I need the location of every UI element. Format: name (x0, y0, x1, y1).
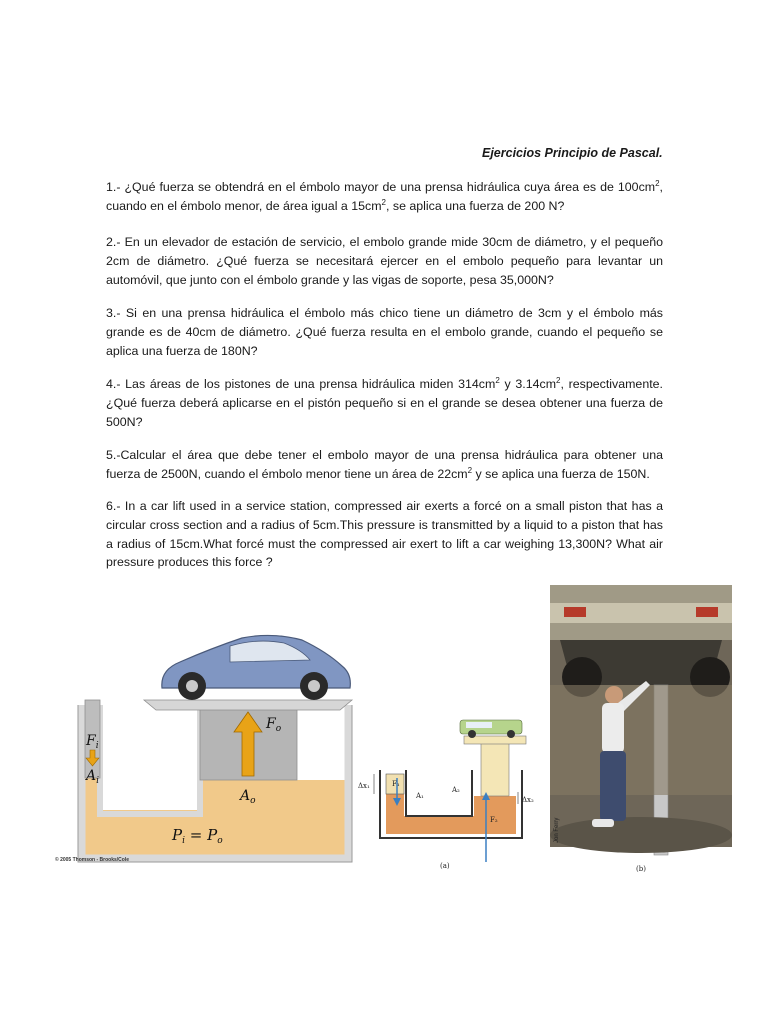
lift-a2-label: A₂ (452, 786, 460, 794)
exercise-5 (106, 446, 663, 484)
lift-car-window (466, 722, 492, 728)
small-area-symbol: A (86, 768, 97, 784)
photo-credit: Jon Ferry (554, 817, 560, 843)
exercise-4 (106, 375, 663, 431)
exercise-4-text-a: 4.- Las áreas de los pistones de una prensa hidráulica miden 314cm (106, 377, 496, 391)
exercise-2: 2.- En un elevador de estación de servicio, el embolo grande mide 30cm de diámetro, y el pequeño 2cm de diámetro. ¿Qué fuerza se necesitará ejercer en el embolo pequeño para levantar un automóvil, que junto con el émbolo grande y las vigas de soporte, pesa 35,000N? (106, 235, 663, 287)
exercise-5-text-a: 5.-Calcular el área que debe tener el embolo mayor de una prensa hidráulica para obtener una fuerza de 2500N, cuando el émbolo menor tiene un área de 22cm (106, 448, 663, 481)
exercise-4-superscript-b: 2 (556, 375, 561, 385)
exercise-4-superscript-a: 2 (495, 375, 500, 385)
pressure-subscript-out: o (217, 836, 223, 846)
lift-car-wheel-rear (507, 730, 515, 738)
exercise-4-text-c: , respectivamente. ¿Qué fuerza deberá aplicarse en el pistón pequeño si en el grande se desea obtener una fuerza de 500N? (106, 377, 663, 429)
lift-f2-label: F₂ (490, 816, 498, 824)
mechanic-shoe (592, 819, 614, 827)
exercise-1-text-b: , cuando en el émbolo menor, de área igual a 15cm (106, 180, 663, 213)
press-container-inner-wall (100, 705, 200, 814)
mechanic-shirt (602, 703, 624, 753)
photo-floor (550, 817, 732, 853)
lift-large-piston (481, 742, 509, 796)
pressure-equation (171, 826, 223, 846)
lift-car-wheel-front (468, 730, 476, 738)
large-force-symbol: F (266, 716, 276, 732)
press-copyright: © 2005 Thomson - Brooks/Cole (55, 857, 129, 863)
exercise-4-text-b: y 3.14cm (499, 377, 557, 391)
pressure-subscript-in: i (182, 836, 185, 846)
lift-dx2-label: Δx₂ (522, 796, 534, 804)
large-force-subscript: o (275, 724, 282, 734)
pressure-symbol-in: P (172, 826, 183, 844)
lift-caption: (a) (440, 862, 450, 870)
photo-rear-light-right (696, 607, 718, 617)
lift-f1-label: F₁ (392, 780, 400, 788)
lift-a1-label: A₁ (416, 792, 424, 800)
car-illustration (162, 635, 351, 700)
press-platform (144, 700, 352, 710)
photo-rear-light-left (564, 607, 586, 617)
exercise-3: 3.- Si en una prensa hidráulica el émbolo más chico tiene un diámetro de 3cm y el émbolo más grande es de 40cm de diámetro. ¿Qué fuerza resulta en el embolo grande, cuando el pequeño se aplica una fuerza de 180N? (106, 306, 663, 358)
mechanic-photo (550, 585, 734, 875)
exercise-5-superscript: 2 (467, 465, 473, 475)
exercise-1-text-a: 1.- ¿Qué fuerza se obtendrá en el émbolo mayor de una prensa hidráulica cuya área es de 100cm (106, 180, 656, 194)
exercise-1-superscript-b: 2 (381, 197, 386, 207)
pressure-equals: = P (184, 826, 218, 844)
small-area-subscript: i (96, 776, 100, 786)
exercise-1-superscript-a: 2 (655, 178, 660, 188)
hydraulic-press-figure (52, 600, 370, 870)
small-force-symbol: F (86, 733, 96, 749)
lift-car (460, 720, 522, 738)
exercise-6: 6.- In a car lift used in a service station, compressed air exerts a forcé on a small piston that has a circular cross section and a radius of 5cm.This pressure is transmitted by a liquid to a piston that has a radius of 15cm.What forcé must the compressed air exert to lift a car weighing 13,300N? What air pressure produces this force ? (106, 499, 663, 570)
exercise-1 (106, 178, 663, 216)
large-area-subscript: o (250, 796, 256, 806)
photo-caption: (b) (636, 865, 646, 873)
small-force-subscript: i (95, 741, 99, 751)
exercise-5-text-b: y se aplica una fuerza de 150N. (472, 466, 650, 481)
exercise-1-text-c: , se aplica una fuerza de 200 N? (385, 198, 565, 213)
car-rear-hubcap (308, 680, 320, 692)
large-area-symbol: A (240, 788, 251, 804)
lift-fluid-right (474, 796, 516, 834)
photo-garage-wall (550, 685, 732, 795)
car-front-hubcap (186, 680, 198, 692)
page-title: Ejercicios Principio de Pascal. (482, 146, 663, 160)
lift-dx1-label: Δx₁ (358, 782, 370, 790)
car-lift-diagram (356, 712, 536, 872)
mechanic-pants (600, 751, 626, 821)
